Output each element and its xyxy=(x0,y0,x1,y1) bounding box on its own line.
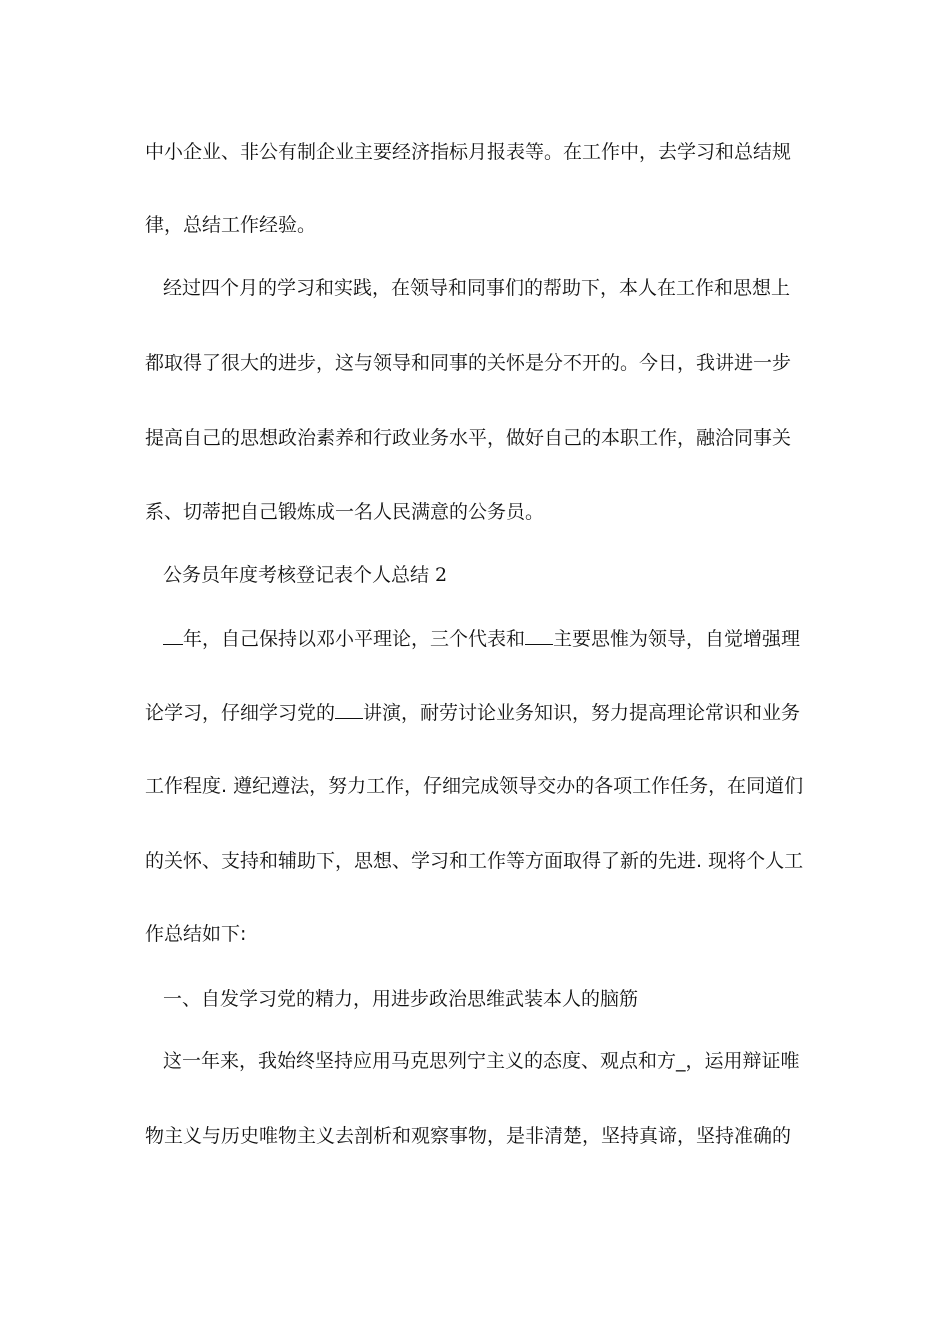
fill-blank xyxy=(525,626,553,645)
paragraph-line: 的关怀、支持和辅助下，思想、学习和工作等方面取得了新的先进. 现将个人工 xyxy=(145,850,804,872)
paragraph-line: 作总结如下: xyxy=(145,923,247,945)
paragraph-line: 这一年来，我始终坚持应用马克思列宁主义的态度、观点和方_，运用辩证唯 xyxy=(163,1050,800,1072)
paragraph-line: 工作程度. 遵纪遵法，努力工作，仔细完成领导交办的各项工作任务，在同道们 xyxy=(145,775,804,797)
line-text: 讲演，耐劳讨论业务知识，努力提高理论常识和业务 xyxy=(363,702,801,724)
fill-blank xyxy=(335,700,363,719)
paragraph-line: 经过四个月的学习和实践，在领导和同事们的帮助下，本人在工作和思想上 xyxy=(163,277,791,299)
paragraph-line: 中小企业、非公有制企业主要经济指标月报表等。在工作中，去学习和总结规 xyxy=(145,141,792,163)
paragraph-line: 都取得了很大的进步，这与领导和同事的关怀是分不开的。今日，我讲进一步 xyxy=(145,352,792,374)
paragraph-line: 系、切蒂把自己锻炼成一名人民满意的公务员。 xyxy=(145,501,545,523)
section-heading: 一、自发学习党的精力，用进步政治思维武装本人的脑筋 xyxy=(163,988,639,1010)
paragraph-line xyxy=(145,700,825,725)
paragraph-line xyxy=(163,626,843,651)
paragraph-line: 物主义与历史唯物主义去剖析和观察事物，是非清楚，坚持真谛，坚持准确的 xyxy=(145,1125,792,1147)
section-heading: 公务员年度考核登记表个人总结 2 xyxy=(163,564,448,586)
line-text: 论学习，仔细学习党的 xyxy=(145,702,336,724)
line-text: 年，自己保持以邓小平理论，三个代表和 xyxy=(183,628,526,650)
paragraph-line: 律，总结工作经验。 xyxy=(145,214,317,236)
fill-blank xyxy=(163,626,183,645)
paragraph-line: 提高自己的思想政治素养和行政业务水平，做好自己的本职工作，融洽同事关 xyxy=(145,427,792,449)
line-text: 主要思惟为领导，自觉增强理 xyxy=(553,628,801,650)
